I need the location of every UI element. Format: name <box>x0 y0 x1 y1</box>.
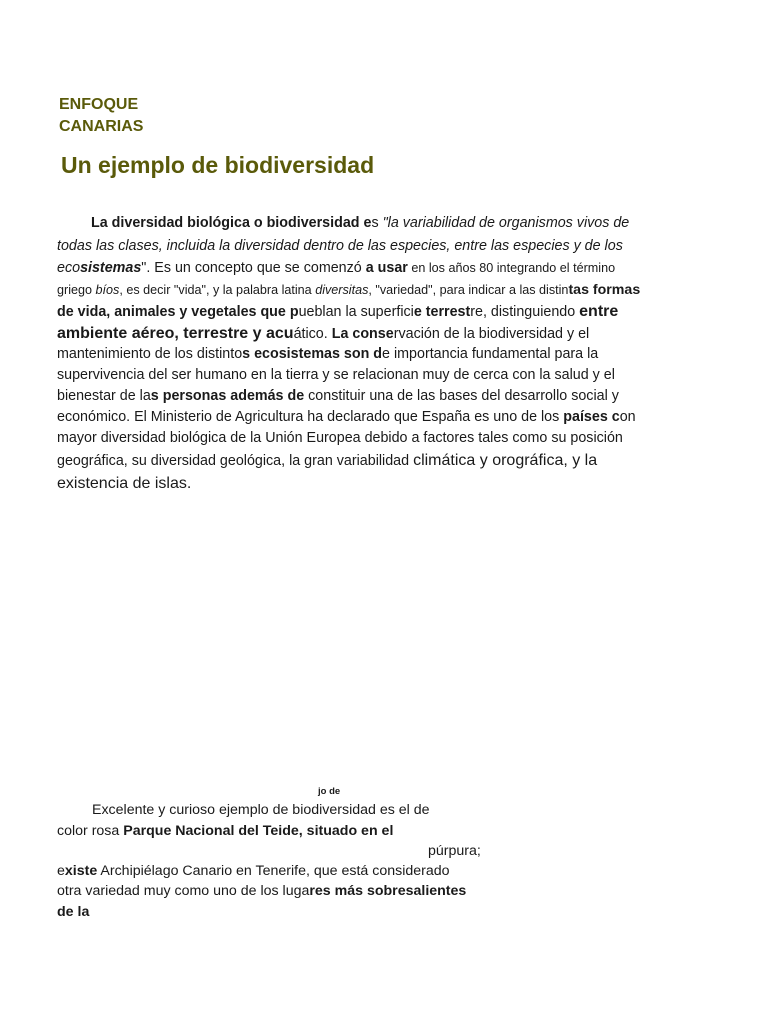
paragraph-line: bienestar de las personas además de constituir una de las bases del desarrollo social y <box>57 388 619 404</box>
paragraph-line: existe Archipiélago Canario en Tenerife, que está considerado <box>57 863 450 879</box>
paragraph-line: mayor diversidad biológica de la Unión Europea debido a factores tales como su posición <box>57 430 623 446</box>
paragraph-line: ambiente aéreo, terrestre y acuático. La conservación de la biodiversidad y el <box>57 325 590 342</box>
paragraph-line: púrpura; <box>428 843 481 859</box>
paragraph-line: existencia de islas. <box>57 475 192 492</box>
paragraph-line: mantenimiento de los distintos ecosistemas son de importancia fundamental para la <box>57 346 599 362</box>
paragraph-line: todas las clases, incluida la diversidad dentro de las especies, entre las especies y de los <box>57 238 623 254</box>
page-title: Un ejemplo de biodiversidad <box>61 152 375 178</box>
section-kicker: ENFOQUE CANARIAS <box>59 96 144 135</box>
paragraph-line: otra variedad muy como uno de los lugares más sobresalientes <box>57 883 467 899</box>
paragraph-line: Excelente y curioso ejemplo de biodiversidad es el de <box>92 802 430 818</box>
paragraph-line: ecosistemas". Es un concepto que se comenzó a usar en los años 80 integrando el término <box>57 260 616 276</box>
text-fragment: jo de <box>318 786 341 797</box>
paragraph-line: La diversidad biológica o biodiversidad es "la variabilidad de organismos vivos de <box>91 215 630 231</box>
paragraph-line: de vida, animales y vegetales que pueblan la superficie terrestre, distinguiendo entre <box>57 303 619 320</box>
paragraph-line: económico. El Ministerio de Agricultura ha declarado que España es uno de los países con <box>57 409 636 425</box>
paragraph-line: griego bíos, es decir "vida", y la palabra latina diversitas, "variedad", para indicar a las distintas formas <box>57 282 641 298</box>
paragraph-line: de la <box>57 904 90 920</box>
paragraph-line: geográfica, su diversidad geológica, la gran variabilidad climática y orográfica, y la <box>57 452 598 469</box>
paragraph-line: supervivencia del ser humano en la tierra y se relacionan muy de cerca con la salud y el <box>57 367 615 383</box>
paragraph-line: color rosa Parque Nacional del Teide, situado en el <box>57 823 394 839</box>
